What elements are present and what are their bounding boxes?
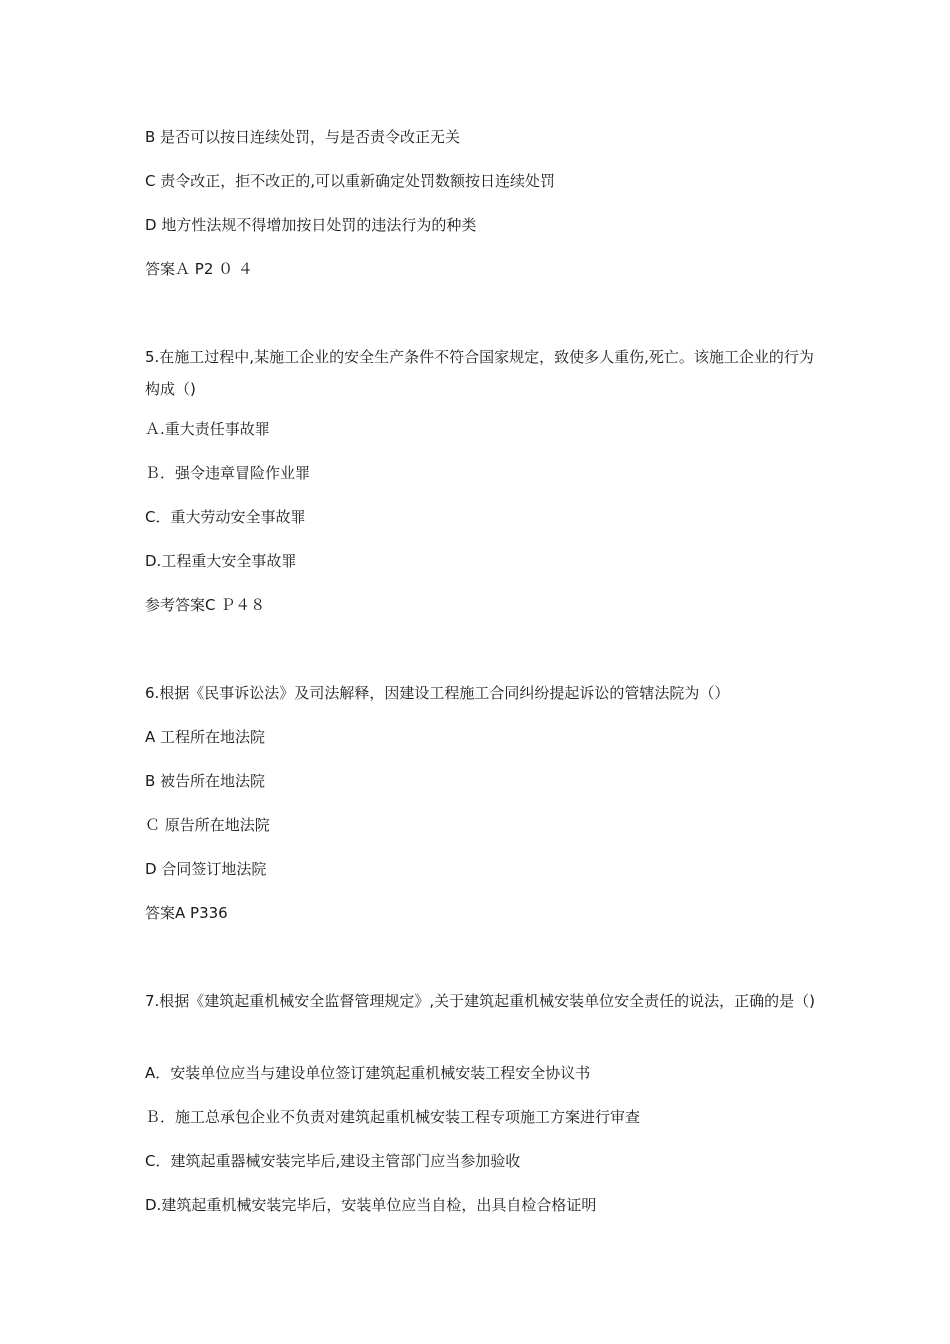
q4-option-d: D 地方性法规不得增加按日处罚的违法行为的种类 <box>145 216 477 234</box>
q6-option-b: B 被告所在地法院 <box>145 772 266 790</box>
q7-option-c: C．建筑起重器械安装完毕后,建设主管部门应当参加验收 <box>145 1152 521 1170</box>
q6-option-d: D 合同签订地法院 <box>145 860 267 878</box>
q4-option-b: B 是否可以按日连续处罚，与是否责令改正无关 <box>145 128 461 146</box>
q7-option-b: Ｂ．施工总承包企业不负责对建筑起重机械安装工程专项施工方案进行审查 <box>145 1108 641 1126</box>
q4-answer: 答案Ａ P2 ０ ４ <box>145 260 253 278</box>
q5-option-c: C．重大劳动安全事故罪 <box>145 508 306 526</box>
q6-option-c: Ｃ 原告所在地法院 <box>145 816 270 834</box>
q5-option-b: Ｂ．强令违章冒险作业罪 <box>145 464 311 482</box>
q6-question: 6.根据《民事诉讼法》及司法解释，因建设工程施工合同纠纷提起诉讼的管辖法院为（） <box>145 684 730 702</box>
q7-question: 7.根据《建筑起重机械安全监督管理规定》,关于建筑起重机械安装单位安全责任的说法，正确的是（) <box>145 992 815 1010</box>
q6-answer: 答案A P336 <box>145 904 228 922</box>
q5-question: 5.在施工过程中,某施工企业的安全生产条件不符合国家规定，致使多人重伤,死亡。该施工企业的行为构成（) <box>145 348 814 398</box>
q5-answer: 参考答案C Ｐ４８ <box>145 596 266 614</box>
q4-option-c: C 责令改正，拒不改正的,可以重新确定处罚数额按日连续处罚 <box>145 172 556 190</box>
q5-option-a: Ａ.重大责任事故罪 <box>145 420 270 438</box>
q5-option-d: D.工程重大安全事故罪 <box>145 552 297 570</box>
q7-option-d: D.建筑起重机械安装完毕后，安装单位应当自检，出具自检合格证明 <box>145 1196 597 1214</box>
q6-option-a: A 工程所在地法院 <box>145 728 266 746</box>
q7-option-a: A．安装单位应当与建设单位签订建筑起重机械安装工程安全协议书 <box>145 1064 591 1082</box>
